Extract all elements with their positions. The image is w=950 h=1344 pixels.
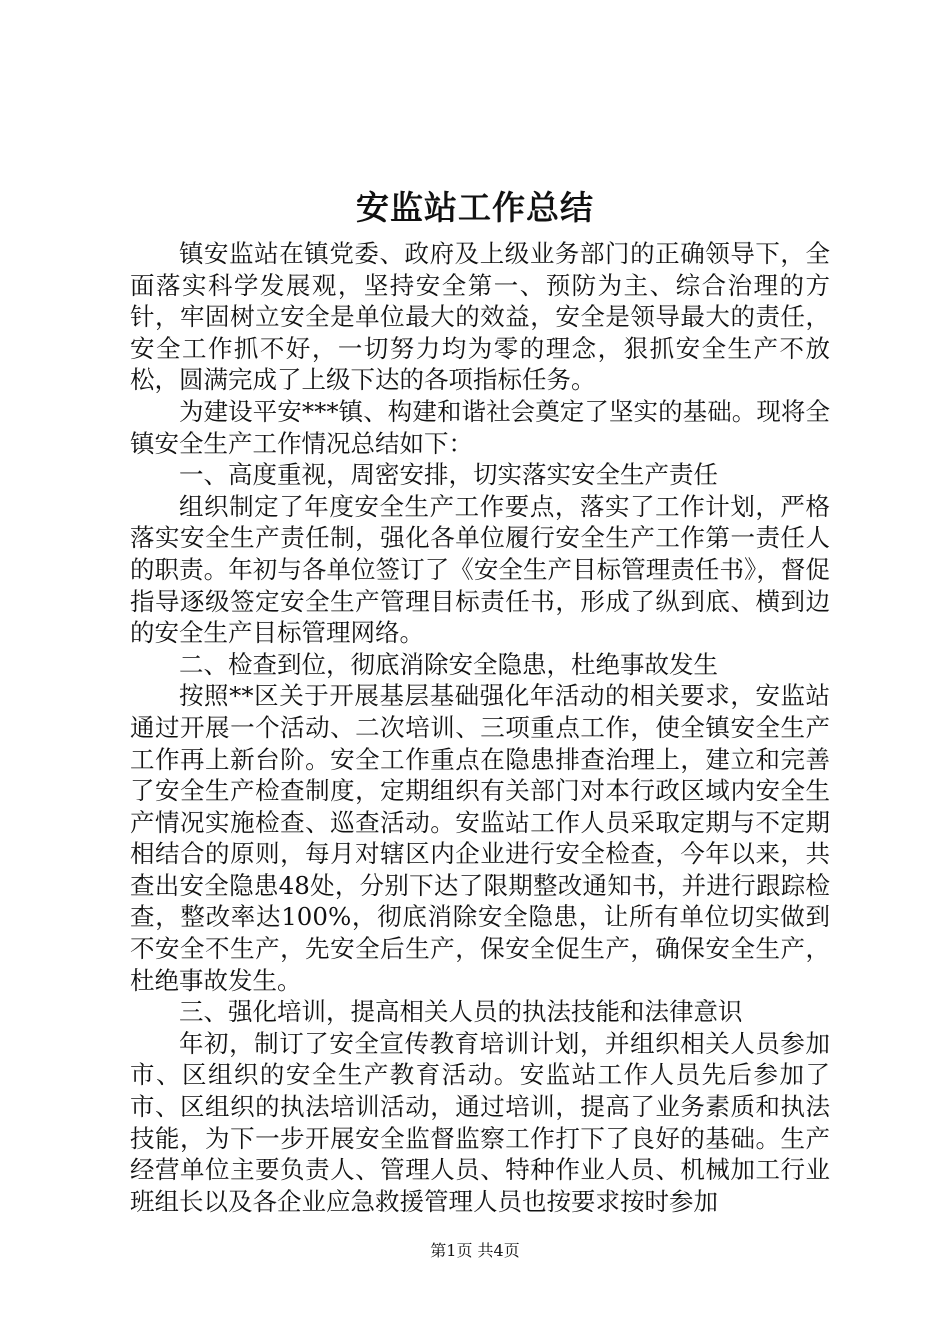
page-number-footer: 第1页 共4页 xyxy=(430,1241,520,1260)
paragraph-intro: 镇安监站在镇党委、政府及上级业务部门的正确领导下，全面落实科学发展观，坚持安全第一、预防为主、综合治理的方针，牢固树立安全是单位最大的效益，安全是领导最大的责任，安全工作抓不好，一切努力均为零的理念，狠抓安全生产不放松，圆满完成了上级下达的各项指标任务。 xyxy=(130,239,830,395)
paragraph-section-2: 按照**区关于开展基层基础强化年活动的相关要求，安监站通过开展一个活动、二次培训、三项重点工作，使全镇安全生产工作再上新台阶。安全工作重点在隐患排查治理上，建立和完善了安全生产检查制度，定期组织有关部门对本行政区域内安全生产情况实施检查、巡查活动。安监站工作人员采取定期与不定期相结合的原则，每月对辖区内企业进行安全检查，今年以来，共查出安全隐患48处，分别下达了限期整改通知书，并进行跟踪检查，整改率达100%，彻底消除安全隐患，让所有单位切实做到不安全不生产，先安全后生产，保安全促生产，确保安全生产，杜绝事故发生。 xyxy=(130,681,830,995)
section-heading-3: 三、强化培训，提高相关人员的执法技能和法律意识 xyxy=(179,997,743,1027)
section-heading-2: 二、检查到位，彻底消除安全隐患，杜绝事故发生 xyxy=(179,649,718,679)
paragraph-section-3: 年初，制订了安全宣传教育培训计划，并组织相关人员参加市、区组织的安全生产教育活动。安监站工作人员先后参加了市、区组织的执法培训活动，通过培训，提高了业务素质和执法技能，为下一步开展安全监督监察工作打下了良好的基础。生产经营单位主要负责人、管理人员、特种作业人员、机械加工行业班组长以及各企业应急救援管理人员也按要求按时参加 xyxy=(130,1028,830,1216)
paragraph-section-1: 组织制定了年度安全生产工作要点，落实了工作计划，严格落实安全生产责任制，强化各单位履行安全生产工作第一责任人的职责。年初与各单位签订了《安全生产目标管理责任书》，督促指导逐级签定安全生产管理目标责任书，形成了纵到底、横到边的安全生产目标管理网络。 xyxy=(130,491,830,648)
paragraph-summary-lead: 为建设平安***镇、构建和谐社会奠定了坚实的基础。现将全镇安全生产工作情况总结如下： xyxy=(130,396,830,458)
section-heading-1: 一、高度重视，周密安排，切实落实安全生产责任 xyxy=(179,460,718,490)
document-title: 安监站工作总结 xyxy=(356,188,594,227)
document-body xyxy=(130,238,830,1217)
